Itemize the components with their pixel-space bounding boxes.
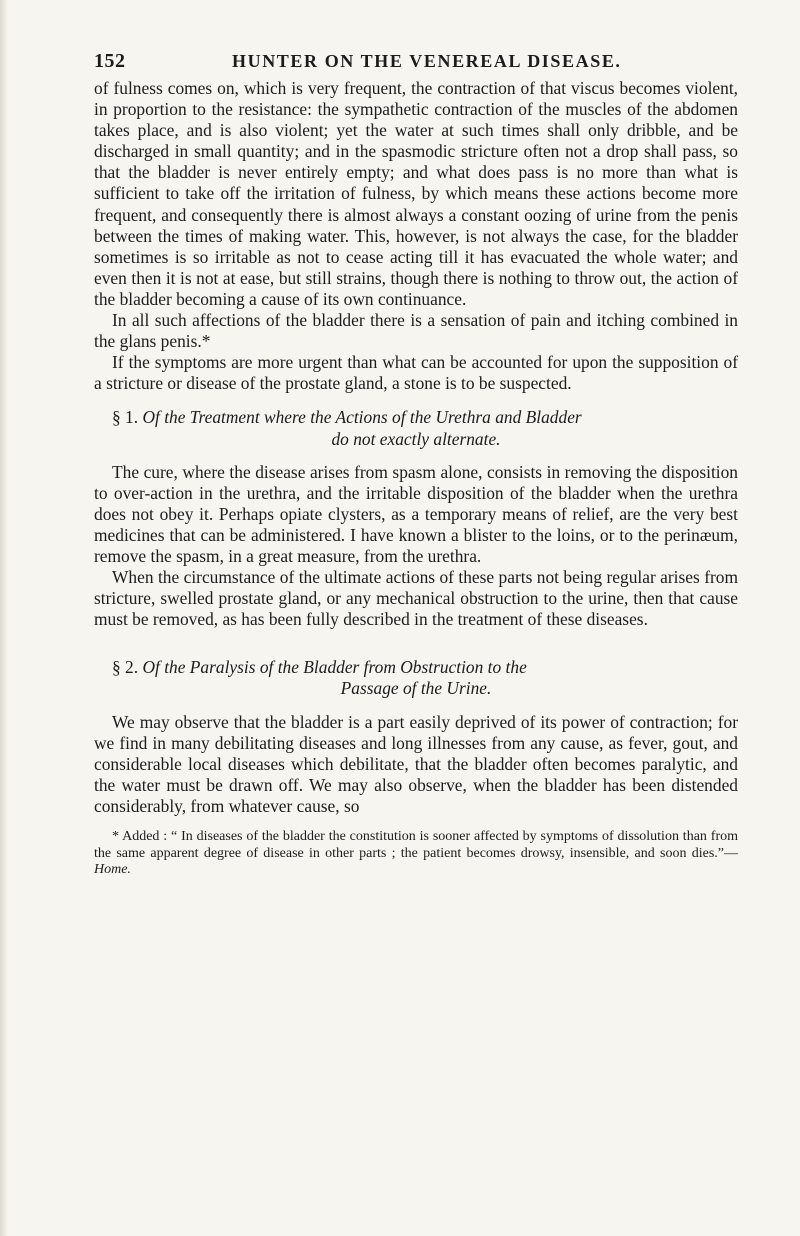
paragraph-5: When the circumstance of the ultimate actions of these parts not being regular arises from stricture, swelled prostate gland, or any mechanical obstruction to the urine, then that cause must be removed, as has been fully described in the treatment of these diseases. <box>94 567 738 630</box>
paragraph-3: If the symptoms are more urgent than what can be accounted for upon the supposition of a stricture or disease of the prostate gland, a stone is to be suspected. <box>94 352 738 394</box>
section-number-1: § 1. <box>112 407 139 428</box>
footnote-author: Home. <box>94 862 131 877</box>
paragraph-1: of fulness comes on, which is very frequent, the contraction of that viscus becomes violent, in proportion to the resistance: the sympathetic contraction of the muscles of the abdomen takes place, and is also violent; yet the water at such times shall only dribble, and be discharged in small quantity; and in the spasmodic stricture often not a drop shall pass, so that the bladder is never entirely empty; and what does pass is no more than what is sufficient to take off the irritation of fulness, by which means these actions become more frequent, and consequently there is almost always a constant oozing of urine from the penis between the times of making water. This, however, is not always the case, for the bladder sometimes is so irritable as not to cease acting till it has evacuated the whole water; and even then it is not at ease, but still strains, though there is nothing to throw out, the action of the bladder becoming a cause of its own continuance. <box>94 78 738 309</box>
section-title-2-line-1: Of the Paralysis of the Bladder from Obstruction to the <box>142 657 527 678</box>
paragraph-2: In all such affections of the bladder there is a sensation of pain and itching combined in the glans penis.* <box>94 310 738 352</box>
paragraph-6: We may observe that the bladder is a part easily deprived of its power of contraction; for we find in many debilitating diseases and long illnesses from any cause, as fever, gout, and considerable local diseases which debilitate, that the bladder often becomes paralytic, and the water must be drawn off. We may also observe, when the bladder has been distended considerably, from whatever cause, so <box>94 711 738 816</box>
running-head: HUNTER ON THE VENEREAL DISEASE. <box>232 51 622 71</box>
section-title-1-line-2: do not exactly alternate. <box>331 428 501 449</box>
section-number-2: § 2. <box>112 657 139 678</box>
binding-edge <box>0 0 8 1236</box>
footnote <box>94 829 738 879</box>
paragraph-4: The cure, where the disease arises from spasm alone, consists in removing the disposition to over-action in the urethra, and the irritable disposition of the bladder when the urethra does not obey it. Perhaps opiate clysters, as a temporary means of relief, are the very best medicines that can be administered. I have known a blister to the loins, or to the perinæum, remove the spasm, in a great measure, from the urethra. <box>94 461 738 566</box>
body-text <box>94 78 738 817</box>
section-heading-2 <box>94 657 738 699</box>
section-heading-1 <box>94 407 738 449</box>
section-title-1-line-1: Of the Treatment where the Actions of the Urethra and Bladder <box>142 407 582 428</box>
footnote-text: * Added : “ In diseases of the bladder the constitution is sooner affected by symptoms of dissolution than from the same apparent degree of disease in other parts ; the patient becomes drowsy, insensible, and soon dies.”— <box>94 829 738 861</box>
book-page <box>94 44 738 879</box>
page-number: 152 <box>94 50 126 72</box>
section-title-2-line-2: Passage of the Urine. <box>340 678 492 699</box>
page-header <box>94 44 738 78</box>
